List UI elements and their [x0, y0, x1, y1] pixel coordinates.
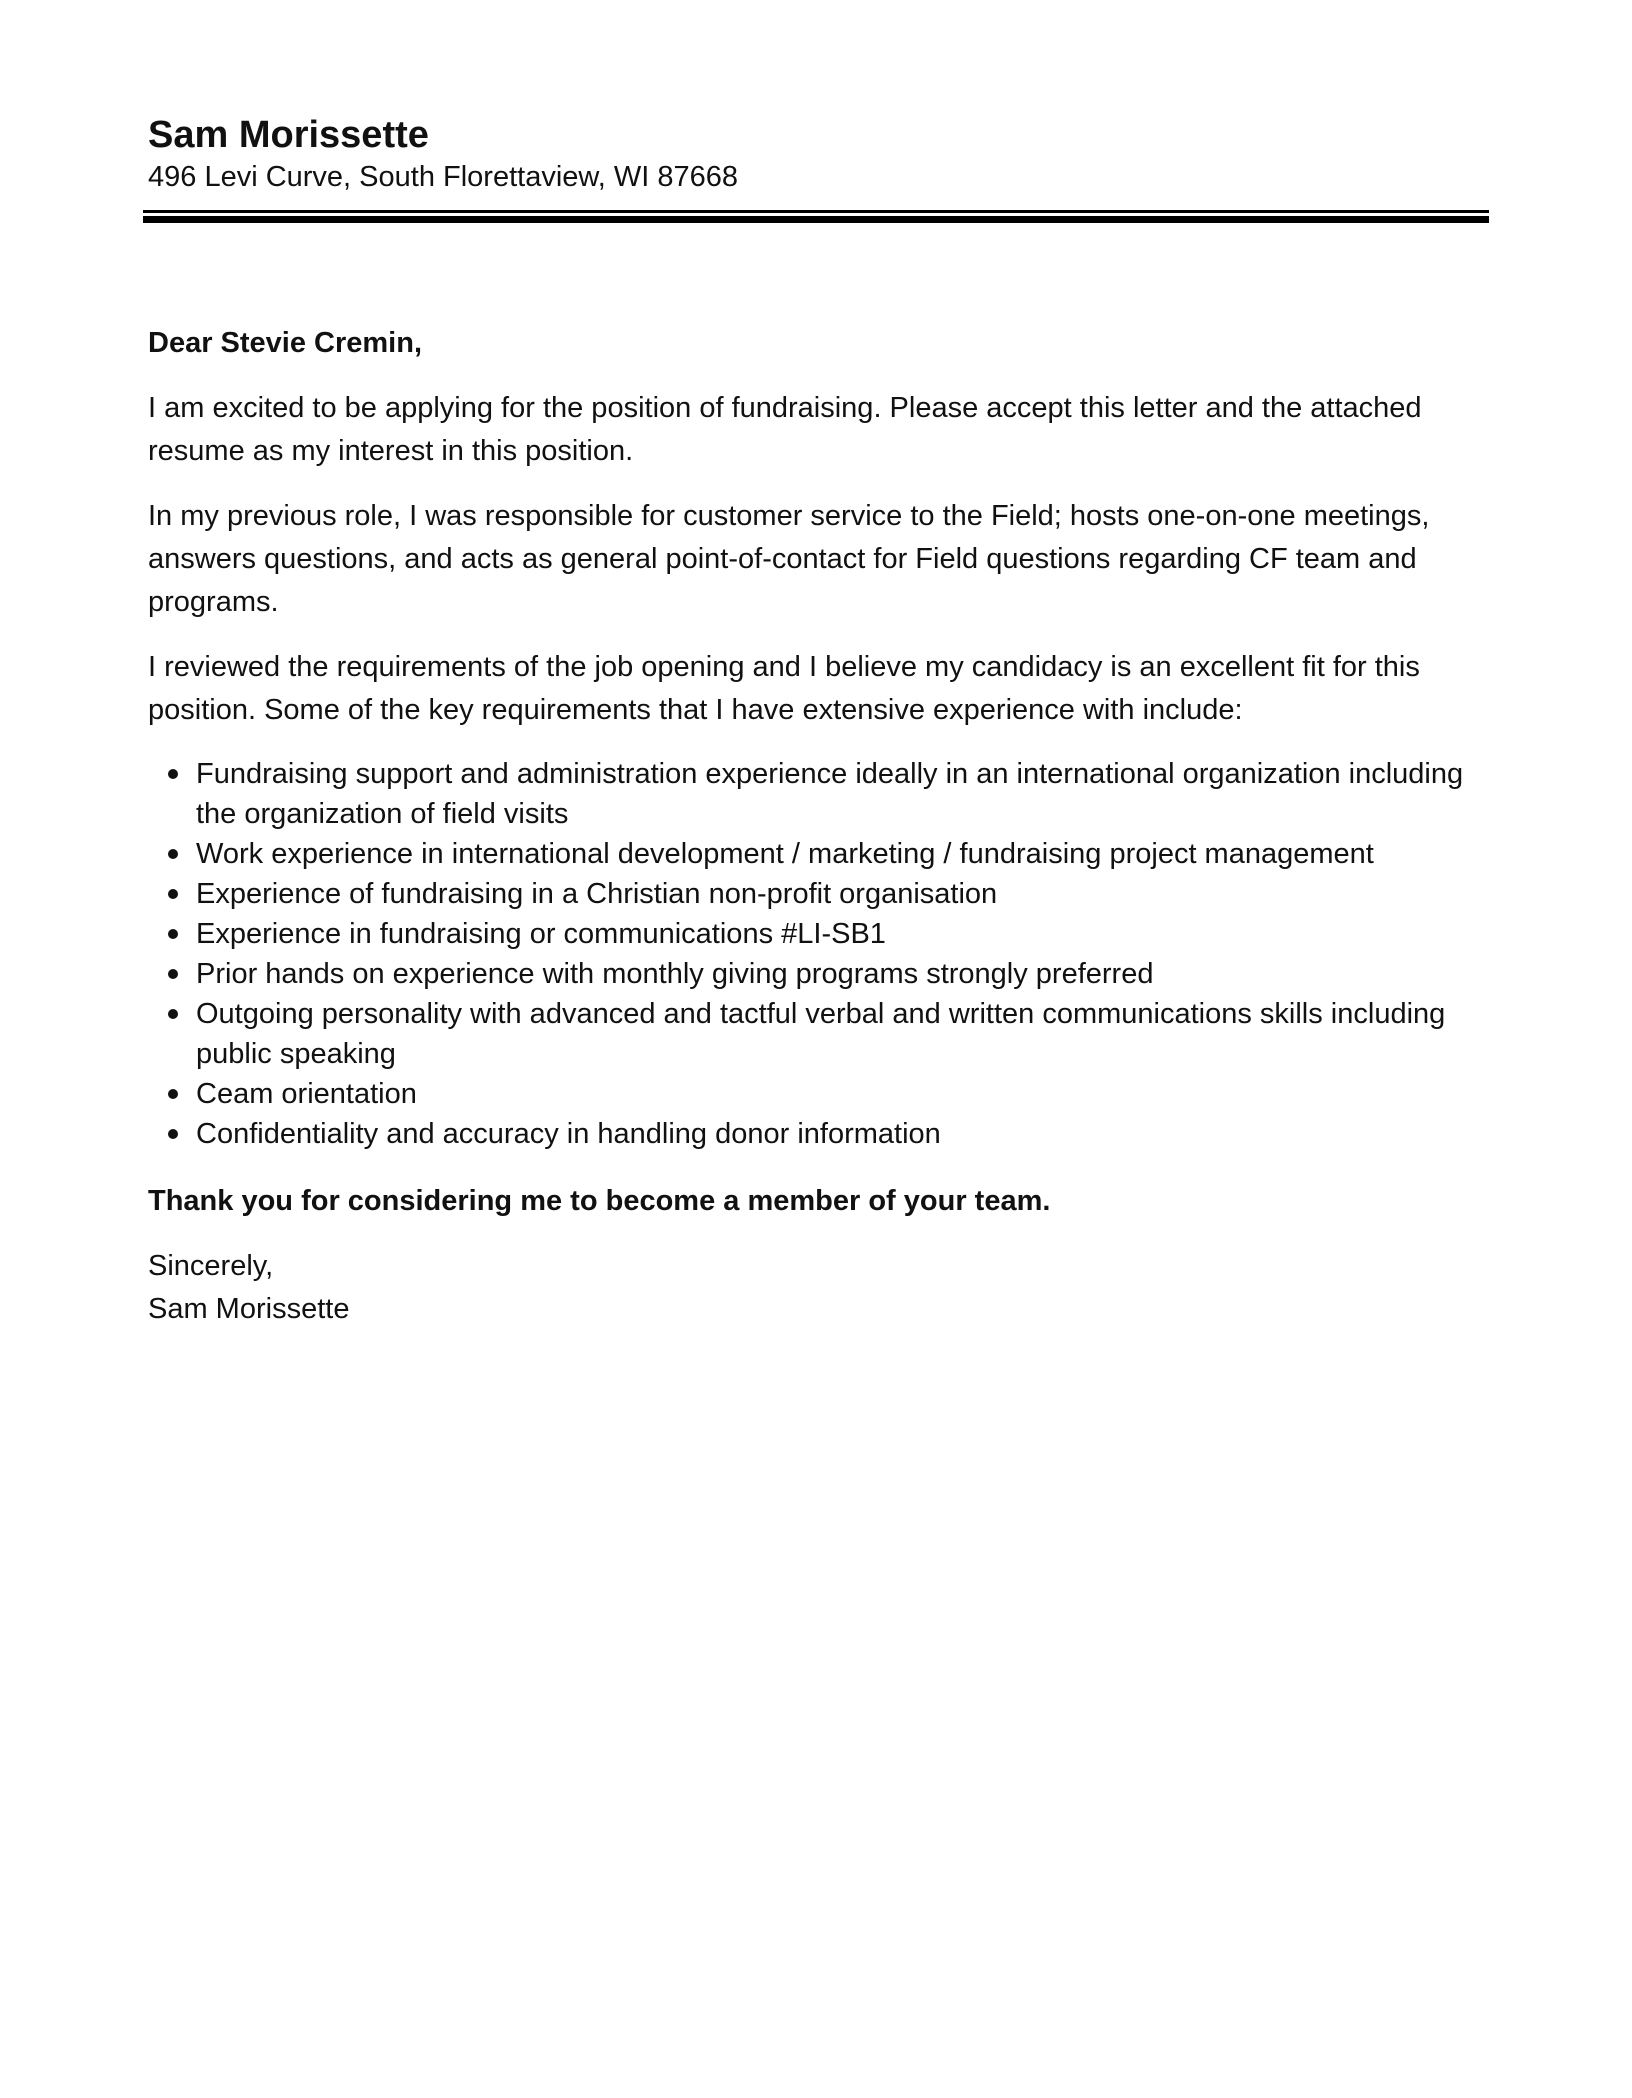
list-item: [148, 994, 1484, 1074]
bullet-icon: [168, 769, 178, 779]
bullet-icon: [168, 929, 178, 939]
list-item: [148, 954, 1484, 994]
bullet-icon: [168, 969, 178, 979]
letter-header: [148, 112, 1484, 196]
sender-name: Sam Morissette: [148, 114, 429, 156]
bullet-icon: [168, 889, 178, 899]
sender-address: 496 Levi Curve, South Florettaview, WI 87668: [148, 161, 738, 193]
bullet-icon: [168, 849, 178, 859]
bullet-icon: [168, 1009, 178, 1019]
signoff: Sincerely,: [148, 1250, 274, 1282]
divider-thick-line: [143, 216, 1489, 223]
list-item: [148, 874, 1484, 914]
divider-thin-line: [143, 210, 1489, 213]
list-item: [148, 754, 1484, 834]
bullet-icon: [168, 1089, 178, 1099]
list-item-text: Ceam orientation: [196, 1078, 417, 1110]
closing-statement: Thank you for considering me to become a member of your team.: [148, 1185, 1051, 1217]
list-item: [148, 1074, 1484, 1114]
salutation: Dear Stevie Cremin,: [148, 327, 423, 359]
list-item-text: Outgoing personality with advanced and tactful verbal and written communications skills including public speaking: [196, 998, 1446, 1070]
list-item: [148, 834, 1484, 874]
list-item: [148, 914, 1484, 954]
list-item-text: Fundraising support and administration experience ideally in an international organization including the organization of field visits: [196, 758, 1464, 830]
bullet-icon: [168, 1129, 178, 1139]
paragraph-intro: I am excited to be applying for the position of fundraising. Please accept this letter and the attached resume as my interest in this position.: [148, 392, 1422, 467]
list-item-text: Experience of fundraising in a Christian non-profit organisation: [196, 878, 998, 910]
letter-body: [148, 322, 1484, 1331]
requirements-list: [148, 754, 1484, 1154]
list-item-text: Work experience in international development / marketing / fundraising project management: [196, 838, 1374, 870]
header-divider: [143, 210, 1489, 224]
list-item: [148, 1114, 1484, 1154]
list-item-text: Experience in fundraising or communications #LI-SB1: [196, 918, 886, 950]
list-item-text: Prior hands on experience with monthly giving programs strongly preferred: [196, 958, 1154, 990]
paragraph-requirements-intro: I reviewed the requirements of the job opening and I believe my candidacy is an excellent fit for this position. Some of the key requirements that I have extensive experience with include:: [148, 651, 1420, 726]
list-item-text: Confidentiality and accuracy in handling donor information: [196, 1118, 941, 1150]
signature-name: Sam Morissette: [148, 1293, 350, 1325]
paragraph-previous-role: In my previous role, I was responsible for customer service to the Field; hosts one-on-one meetings, answers questions, and acts as general point-of-contact for Field questions regarding CF team and programs.: [148, 500, 1430, 618]
